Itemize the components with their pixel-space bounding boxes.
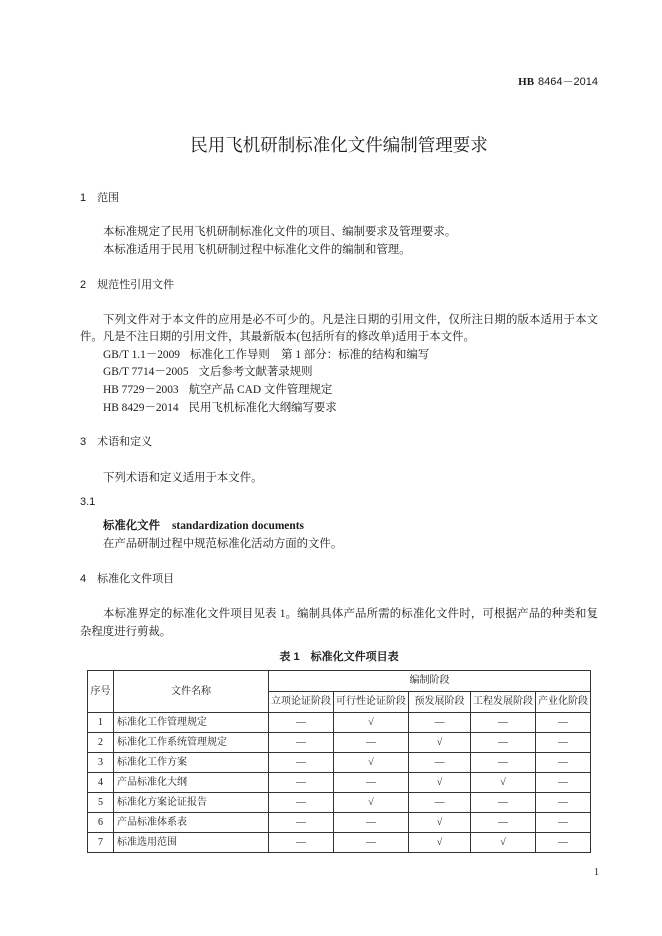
section-number: 3 [80, 436, 87, 448]
row-stage-mark: √ [471, 833, 536, 853]
section-number: 2 [80, 279, 87, 291]
paragraph-line: 件。凡是不注日期的引用文件，其最新版本(包括所有的修改单)适用于本文件。 [80, 331, 475, 343]
row-stage-mark: √ [334, 793, 409, 813]
col-header-stage: 工程发展阶段 [471, 692, 536, 713]
section-number: 1 [80, 192, 87, 204]
document-code-prefix: HB [518, 76, 535, 88]
term-entry [103, 517, 304, 535]
table-row [88, 813, 591, 833]
row-number: 6 [88, 813, 114, 833]
paragraph: 本标准规定了民用飞机研制标准化文件的项目、编制要求及管理要求。 [103, 226, 457, 238]
row-stage-mark: — [409, 713, 471, 733]
row-stage-mark: — [536, 793, 591, 813]
col-header-stage-group: 编制阶段 [269, 671, 591, 692]
col-header-stage: 立项论证阶段 [269, 692, 334, 713]
term-english: standardization documents [171, 520, 304, 532]
reference-title: 民用飞机标准化大纲编写要求 [188, 402, 337, 414]
reference-item [103, 381, 332, 399]
row-stage-mark: — [334, 773, 409, 793]
col-header-stage: 产业化阶段 [536, 692, 591, 713]
row-stage-mark: — [334, 813, 409, 833]
row-number: 4 [88, 773, 114, 793]
section-title: 标准化文件项目 [97, 573, 175, 585]
paragraph: 下列术语和定义适用于本文件。 [103, 472, 263, 484]
col-header-number: 序号 [88, 671, 114, 713]
document-code-number: 8464－2014 [538, 76, 598, 88]
row-stage-mark: — [334, 833, 409, 853]
row-stage-mark: √ [471, 773, 536, 793]
row-document-name: 标准选用范围 [114, 833, 269, 853]
row-document-name: 标准化工作管理规定 [114, 713, 269, 733]
reference-title: 航空产品 CAD 文件管理规定 [188, 384, 333, 396]
row-number: 7 [88, 833, 114, 853]
row-stage-mark: — [471, 733, 536, 753]
col-header-stage: 预发展阶段 [409, 692, 471, 713]
term-number: 3.1 [80, 496, 96, 508]
row-stage-mark: — [536, 773, 591, 793]
table-row [88, 713, 591, 733]
row-stage-mark: — [471, 793, 536, 813]
table-row [88, 833, 591, 853]
reference-code: GB/T 1.1－2009 [103, 349, 180, 361]
paragraph-line: 下列文件对于本文件的应用是必不可少的。凡是注日期的引用文件，仅所注日期的版本适用于本文 [103, 314, 598, 326]
section-heading-normative-references [80, 276, 174, 294]
row-stage-mark: — [269, 773, 334, 793]
row-stage-mark: √ [334, 713, 409, 733]
row-stage-mark: — [471, 753, 536, 773]
reference-title: 文后参考文献著录规则 [198, 366, 313, 378]
table-row [88, 773, 591, 793]
term-chinese: 标准化文件 [103, 520, 160, 532]
paragraph: 本标准适用于民用飞机研制过程中标准化文件的编制和管理。 [103, 244, 411, 256]
reference-item [103, 346, 429, 364]
row-document-name: 标准化工作系统管理规定 [114, 733, 269, 753]
reference-code: GB/T 7714－2005 [103, 366, 189, 378]
table-row [88, 753, 591, 773]
reference-code: HB 8429－2014 [103, 402, 179, 414]
section-title: 规范性引用文件 [97, 279, 175, 291]
paragraph-line: 杂程度进行剪裁。 [80, 626, 172, 638]
row-stage-mark: — [409, 793, 471, 813]
paragraph-line: 本标准界定的标准化文件项目见表 1。编制具体产品所需的标准化文件时，可根据产品的种类和复 [103, 608, 598, 620]
row-number: 3 [88, 753, 114, 773]
row-stage-mark: — [334, 733, 409, 753]
table-caption: 表 1 标准化文件项目表 [279, 651, 399, 663]
row-stage-mark: — [409, 753, 471, 773]
document-code [518, 75, 598, 89]
table-row [88, 793, 591, 813]
section-heading-scope [80, 189, 119, 207]
row-number: 2 [88, 733, 114, 753]
row-stage-mark: — [269, 793, 334, 813]
row-stage-mark: √ [409, 813, 471, 833]
section-number: 4 [80, 573, 87, 585]
row-number: 1 [88, 713, 114, 733]
row-stage-mark: √ [409, 833, 471, 853]
row-document-name: 标准化方案论证报告 [114, 793, 269, 813]
row-document-name: 产品标准体系表 [114, 813, 269, 833]
row-stage-mark: — [536, 713, 591, 733]
table-row [88, 733, 591, 753]
row-stage-mark: — [536, 753, 591, 773]
row-stage-mark: √ [409, 733, 471, 753]
row-stage-mark: — [269, 833, 334, 853]
reference-item [103, 399, 337, 417]
table-header-row [88, 671, 591, 692]
row-stage-mark: — [536, 833, 591, 853]
page-number: 1 [594, 867, 599, 878]
row-stage-mark: — [269, 733, 334, 753]
col-header-stage: 可行性论证阶段 [334, 692, 409, 713]
reference-item [103, 363, 312, 381]
reference-code: HB 7729－2003 [103, 384, 179, 396]
col-header-document-name: 文件名称 [114, 671, 269, 713]
row-stage-mark: — [269, 813, 334, 833]
section-heading-document-items [80, 570, 174, 588]
term-definition: 在产品研制过程中规范标准化活动方面的文件。 [103, 538, 343, 550]
row-stage-mark: — [269, 713, 334, 733]
row-stage-mark: — [269, 753, 334, 773]
row-document-name: 产品标准化大纲 [114, 773, 269, 793]
row-number: 5 [88, 793, 114, 813]
row-stage-mark: — [471, 713, 536, 733]
section-heading-terms [80, 433, 152, 451]
document-title: 民用飞机研制标准化文件编制管理要求 [190, 135, 488, 155]
section-title: 范围 [97, 192, 120, 204]
row-stage-mark: √ [409, 773, 471, 793]
reference-title: 标准化工作导则 第 1 部分：标准的结构和编写 [190, 349, 430, 361]
row-document-name: 标准化工作方案 [114, 753, 269, 773]
row-stage-mark: — [471, 813, 536, 833]
document-items-table [87, 670, 591, 853]
row-stage-mark: √ [334, 753, 409, 773]
row-stage-mark: — [536, 813, 591, 833]
row-stage-mark: — [536, 733, 591, 753]
section-title: 术语和定义 [97, 436, 153, 448]
